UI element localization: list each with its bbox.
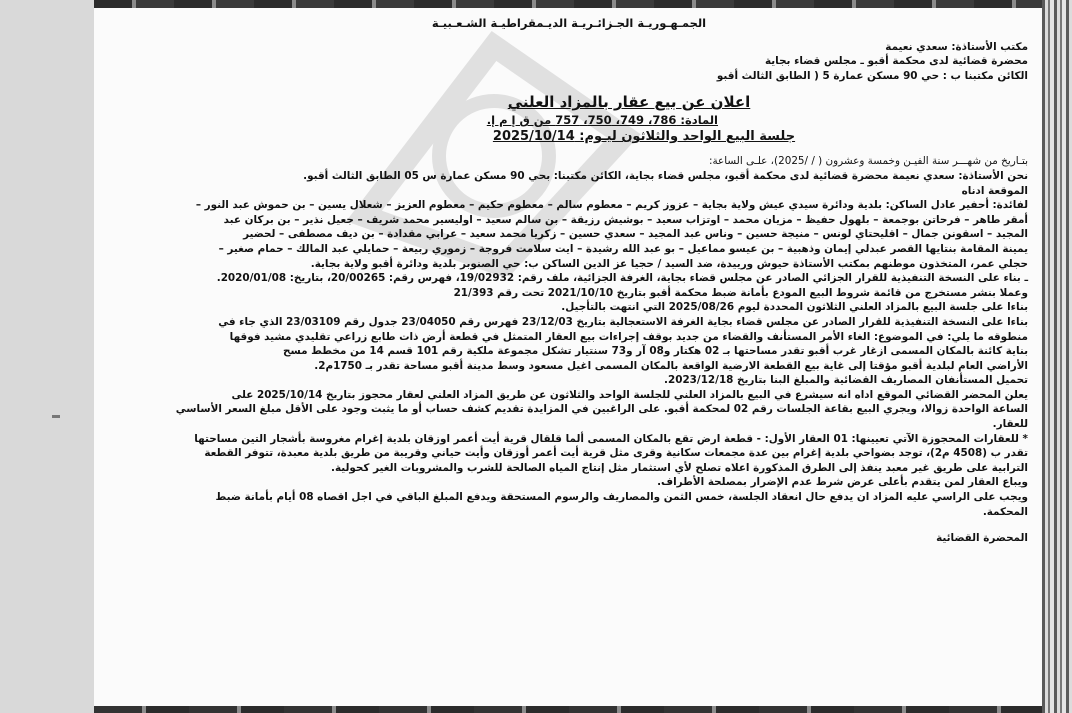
body-line: للعقار. [992,418,1028,431]
body-line: الترابية على طريق غير معبد ينفذ إلى الطرق المذكورة اعلاه تصلح لأي استثمار مثل إنتاج المياه الصالحة للشرب والمشروبات الغير كحولية. [331,461,1028,474]
document-title: اعلان عن بيع عقار بالمزاد العلني [507,93,751,112]
footer-signature: المحضرة القضائية [936,532,1028,545]
body-line: تحميل المستأنفان المصاريف القضائية والمبلغ البنا بتاريخ 2023/12/18. [664,374,1028,387]
scan-edge-bottom [94,706,1042,713]
body-line: لفائدة: أحفير عادل الساكن: بلدية ودائرة سيدي عيش ولاية بجاية – عزوز كريم – معطوم سالم – معطوم حكيم – معطوم العزيز – شعلال يسين – بن حموش عبد النور – [195,199,1028,212]
body-line: منطوقه ما يلي: في الموضوع: الغاء الأمر المستأنف والقضاء من جديد بوقف إجراءات بيع العقار المتمثل في قطعة أرض ذات طابع زراعي تقليدي مشيد فوقها [229,330,1028,343]
body-line: * للعقارات المحجوزة الآتي تعيينها: 01 العقار الأول: - قطعة ارض تقع بالمكان المسمى ألما قلقال قرية أيت أعمر اوزقان بلدية إغرام مغروسة بأشجار التين مساحتها [194,432,1028,445]
body-line: الأراضي العام لبلدية أقبو مؤقتا إلى غاية بيع القطعة الارضية الواقعة بالمكان المسمى اغيل مسعود وسط مدينة أقبو مساحة تقدر بـ 1750م2. [314,359,1028,372]
session-title: جلسة البيع الواحد والثلاثون ليـوم: 2025/10/14 [492,129,796,145]
body-line: حجلي عمر، المتخذون موطنهم بمكتب الأستاذة حيوش ورييدة، ضد السيد / حجيا عز الدين الساكن ب: حي الصنوبر بلدية ودائرة أقبو ولاية بجاية. [310,257,1028,270]
body-line: بناية كائنة بالمكان المسمى ازغار غرب أقبو تقدر مساحتها بـ 02 هكتار و08 آر و73 سنتيار تشكل مجموعة ملكية رقم 101 قسم 14 من مخطط مسح [283,345,1028,358]
body-line: المحكمة. [982,505,1028,518]
body-line: بتـاريخ من شهـــر سنة الفيـن وخمسة وعشرون ( / /2025)، علـى الساعة: [708,155,1028,168]
office-name: مكتب الأستاذة: سعدي نعيمة [885,40,1028,53]
republic-header: الجمـهـوريـة الجـزائـريـة الديـمقراطيـة الشـعـبيـة [431,16,707,30]
office-role: محضرة قضائية لدى محكمة أقبو ـ مجلس قضاء بجاية [764,55,1028,68]
body-line: يعلن المحضر القضائي الموقع اداه انه سيشرع في البيع بالمزاد العلني للجلسة الواحد والثلاثون عن طريق المزاد العلني لعقار محجوز بتاريخ 2025/10/14 على [231,388,1028,401]
body-line: المجيد – اسقونن جمال – اقليحتاي لونس – منيجة حسين – وناس عبد المجيد – سعدي حسين – زكريا محمد سعيد – عرابي مقدادة – بن ديف مصطفى – لحضير [243,228,1028,241]
body-line: أمقر طاهر – فرحاتن بوجمعة – بلهول حفيظ – مزيان محمد – اوتزاب سعيد – بوشيش رزيقة – بن سالم سعيد – اوليسير محمد شريف – جعيل نذير – بن بركان عبد [223,213,1028,226]
body-line: الموقعة ادناه [961,184,1028,197]
document-content [110,12,1028,546]
body-line: الساعة الواحدة زوالا، ويجري البيع بقاعة الجلسات رقم 02 لمحكمة أقبو. على الراغبين في المزايدة تقديم كشف حساب أو ما يثبت وجود على الأقل مبلغ السعر الأساسي [175,403,1028,416]
legal-reference: المادة: 786، 749، 750، 757 من ق إ م إ. [486,113,718,128]
body-line: ـ بناء على النسخة التنفيذية للقرار الجزائي الصادر عن مجلس قضاء بجاية، الغرفة الجزائية، ملف رقم: 19/02932، فهرس رقم: 20/00265، بتاريخ: 2020/01/08. [216,272,1028,285]
body-line: ويباع العقار لمن يتقدم بأعلى عرض شرط عدم الإضرار بمصلحة الأطراف. [657,476,1028,489]
office-address: الكائن مكتبنا ب : حي 90 مسكن عمارة 5 ( الطابق الثالث أقبو [716,69,1028,82]
scan-mark [52,415,60,418]
body-line: يمينة المقامة بنتايها القصر عبدلي إيمان وذهبية – بن عيسو مماعيل – بو عبد الله رشيدة – ايت سلامت فروجة – زموري ربيعة – حمايلي عبد المالك – حمام صغير – [218,242,1028,255]
body-line: بناءا على النسخة التنفيذية للقرار الصادر عن مجلس قضاء بجاية الغرفة الاستعجالية بتاريخ 23/12/03 فهرس رقم 23/04050 جدول رقم 23/03109 الذي جاء في [218,315,1028,328]
body-line: ويجب على الراسي عليه المزاد ان يدفع حال انعقاد الجلسة، خمس الثمن والمصاريف والرسوم المستحقة ويدفع المبلغ الباقي في اجل اقصاه 08 أيام بأمانة ضبط [215,491,1028,504]
body-line: تقدر ب (4508 م2)، توجد بضواحي بلدية إغرام بين عدة مجمعات سكانية وقرى مثل قرية أيت أعمر أوزقان وأيت حياني وقريبة من طريق بلدية معبدة، تتوفر القطعة [204,447,1028,460]
body-line: وعملا بنشر مستخرج من قائمة شروط البيع المودع بأمانة ضبط محكمة أقبو بتاريخ 2021/10/10 تحت رقم 21/393 [453,286,1028,299]
scan-edge-right [1042,0,1072,713]
body-line: بناءا على جلسة البيع بالمزاد العلني الثلاثون المحددة ليوم 2025/08/26 التي انتهت بالتأجيل. [561,301,1028,314]
body-line: نحن الأستاذة: سعدي نعيمة محضرة قضائية لدى محكمة أقبو، مجلس قضاء بجاية، الكائن مكتبنا: بحي 90 مسكن عمارة س 05 الطابق الثالث أقبو. [303,169,1028,182]
